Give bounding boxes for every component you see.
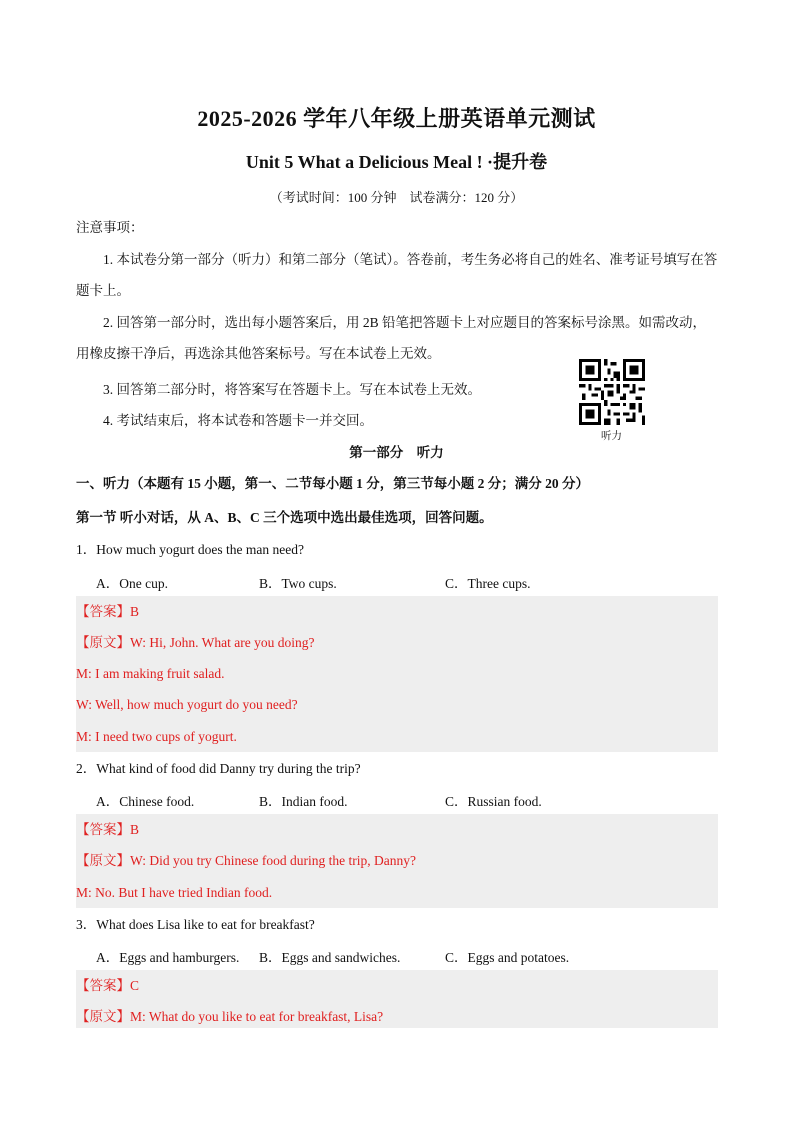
exam-title: 2025-2026 学年八年级上册英语单元测试 (197, 106, 596, 131)
answer-box (76, 970, 718, 1028)
part1-title: 第一部分 听力 (349, 445, 444, 460)
option-c[interactable]: C．Three cups. (445, 576, 531, 591)
script-line: W: Well, how much yogurt do you need? (76, 697, 298, 712)
answer-line: 【答案】C (76, 978, 140, 993)
question-stem: 3．What does Lisa like to eat for breakfast? (76, 917, 315, 932)
answer-line: 【答案】B (76, 822, 140, 837)
script-line: 【原文】M: What do you like to eat for breakfast, Lisa? (76, 1009, 384, 1024)
note-item-4: 4. 考试结束后，将本试卷和答题卡一并交回。 (103, 413, 373, 428)
script-line: M: No. But I have tried Indian food. (76, 885, 273, 900)
note-item-1: 1. 本试卷分第一部分（听力）和第二部分（笔试）。答卷前，考生务必将自己的姓名、准考证号填写在答题卡上。 (76, 252, 718, 298)
note-item-2: 2. 回答第一部分时，选出每小题答案后，用 2B 铅笔把答题卡上对应题目的答案标号涂黑。如需改动，用橡皮擦干净后，再选涂其他答案标号。写在本试卷上无效。 (76, 315, 707, 361)
exam-info: （考试时间：100 分钟 试卷满分：120 分） (269, 190, 524, 205)
option-c[interactable]: C．Russian food. (445, 794, 542, 809)
option-b[interactable]: B．Two cups. (259, 576, 337, 591)
script-line: M: I am making fruit salad. (76, 666, 225, 681)
notes-heading: 注意事项： (76, 220, 144, 235)
option-b[interactable]: B．Indian food. (259, 794, 348, 809)
option-b[interactable]: B．Eggs and sandwiches. (259, 950, 401, 965)
script-line: 【原文】W: Did you try Chinese food during the trip, Danny? (76, 853, 416, 868)
option-a[interactable]: A．Eggs and hamburgers. (96, 950, 240, 965)
qr-code-icon[interactable] (579, 359, 645, 425)
question-stem: 1．How much yogurt does the man need? (76, 542, 304, 557)
answer-box (76, 596, 718, 752)
question-stem: 2．What kind of food did Danny try during the trip? (76, 761, 361, 776)
option-c[interactable]: C．Eggs and potatoes. (445, 950, 570, 965)
note-item-3: 3. 回答第二部分时，将答案写在答题卡上。写在本试卷上无效。 (103, 382, 481, 397)
script-line: M: I need two cups of yogurt. (76, 729, 237, 744)
unit-title: Unit 5 What a Delicious Meal ! ·提升卷 (245, 152, 548, 172)
answer-box (76, 814, 718, 908)
script-line: 【原文】W: Hi, John. What are you doing? (76, 635, 315, 650)
option-a[interactable]: A．Chinese food. (96, 794, 195, 809)
answer-line: 【答案】B (76, 604, 140, 619)
section-heading: 一、听力（本题有 15 小题，第一、二节每小题 1 分，第三节每小题 2 分；满分 20 分） (76, 476, 589, 491)
option-a[interactable]: A．One cup. (96, 576, 168, 591)
qr-label: 听力 (601, 431, 622, 442)
subsection-heading: 第一节 听小对话，从 A、B、C 三个选项中选出最佳选项，回答问题。 (76, 510, 493, 525)
